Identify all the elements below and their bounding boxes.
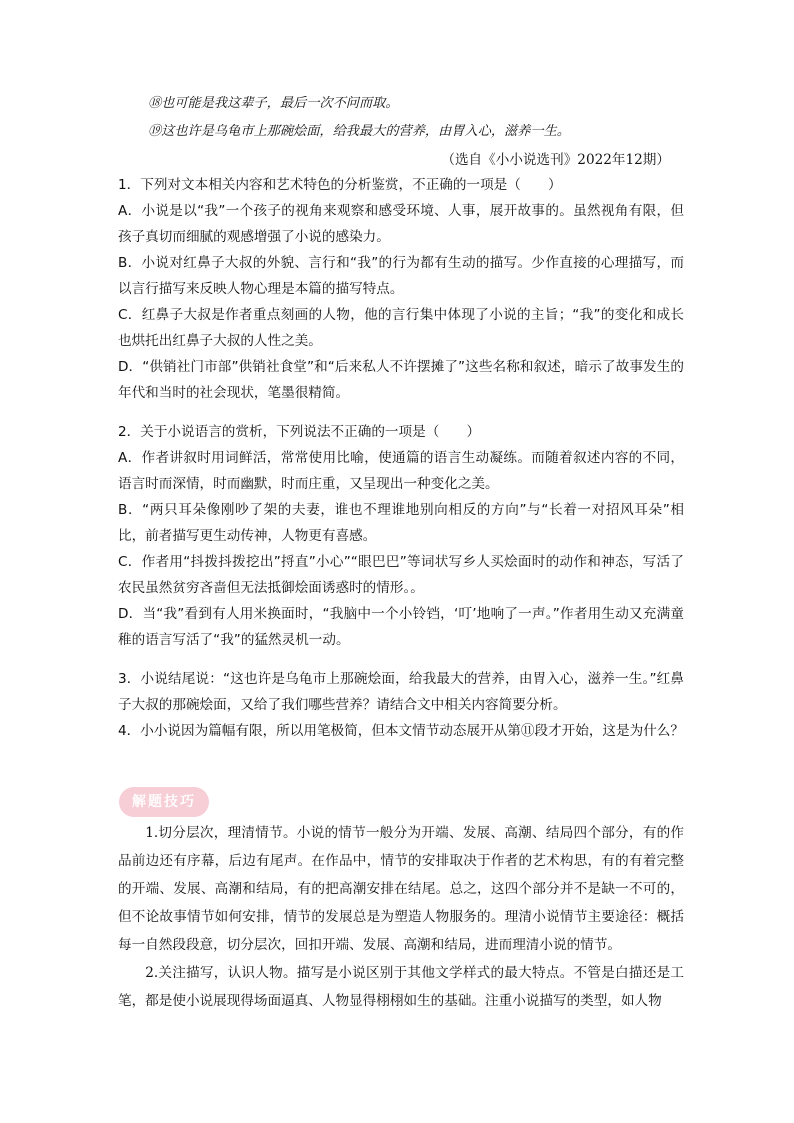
passage-paragraph-19: ⑲这也许是乌龟市上那碗烩面，给我最大的营养，由胃入心，滋养一生。 [148,124,570,139]
question-1-option-a: A．小说是以“我”一个孩子的视角来观察和感受环境、人事，展开故事的。虽然视角有限，但孩子真切而细腻的观感增强了小说的感染力。 [118,203,684,245]
question-4: 4．小小说因为篇幅有限，所以用笔极简，但本文情节动态展开从第⑪段才开始，这是为什么？ [118,723,684,739]
question-2-option-c: C．作者用“抖拨抖拨挖出”捋直”小心”“眼巴巴”等词状写乡人买烩面时的动作和神态，写活了农民虽然贫穷吝啬但无法抵御烩面诱惑时的情形。。 [118,554,684,596]
question-1-block [118,172,684,406]
question-4-block [118,718,684,744]
source-citation: （选自《小小说选刊》2022年12期） [441,152,670,168]
question-1-option-c: C．红鼻子大叔是作者重点刻画的人物，他的言行集中体现了小说的主旨；“我”的变化和成长也烘托出红鼻子大叔的人性之美。 [118,307,684,349]
question-1: 1．下列对文本相关内容和艺术特色的分析鉴赏，不正确的一项是（ ） [118,177,562,193]
question-2-option-b: B．“两只耳朵像刚吵了架的夫妻，谁也不理谁地别向相反的方向”与“长着一对招风耳朵”相比，前者描写更生动传神，人物更有喜感。 [118,502,684,544]
solving-tips-badge: 解题技巧 [119,787,209,817]
question-3-block [118,666,684,718]
question-1-option-d: D．“供销社门市部”供销社食堂”和“后来私人不许摆摊了”这些名称和叙述，暗示了故事发生的年代和当时的社会现状，笔墨很精简。 [118,359,684,401]
question-2-option-d: D．当“我”看到有人用米换面时，“我脑中一个小铃铛，‘叮’地响了一声。”作者用生动又充满童稚的语言写活了“我”的猛然灵机一动。 [118,606,684,648]
question-2-option-a: A．作者讲叙时用词鲜活，常常使用比喻，使通篇的语言生动凝练。而随着叙述内容的不同，语言时而深情，时而幽默，时而庄重，又呈现出一种变化之美。 [118,450,684,492]
question-2: 2．关于小说语言的赏析，下列说法不正确的一项是（ ） [118,424,481,440]
tip-1: 1.切分层次，理清情节。小说的情节一般分为开端、发展、高潮、结局四个部分，有的作品前边还有序幕，后边有尾声。在作品中，情节的安排取决于作者的艺术构思，有的有着完整的开端、发展、高潮和结局，有的把高潮安排在结尾。总之，这四个部分并不是缺一不可的，但不论故事情节如何安排，情节的发展总是为塑造人物服务的。理清小说情节主要途径：概括每一自然段段意，切分层次，回扣开端、发展、高潮和结局，进而理清小说的情节。 [118,825,684,953]
passage-paragraph-18: ⑱也可能是我这辈子，最后一次不问而取。 [148,96,399,111]
tip-2: 2.关注描写，认识人物。描写是小说区别于其他文学样式的最大特点。不管是白描还是工笔，都是使小说展现得场面逼真、人物显得栩栩如生的基础。注重小说描写的类型，如人物 [118,965,684,1009]
question-2-block [118,419,684,653]
solving-tips-section [118,819,684,1015]
question-1-option-b: B．小说对红鼻子大叔的外貌、言行和“我”的行为都有生动的描写。少作直接的心理描写，而以言行描写来反映人物心理是本篇的描写特点。 [118,255,684,297]
question-3: 3．小说结尾说：“这也许是乌龟市上那碗烩面，给我最大的营养，由胃入心，滋养一生。”红鼻子大叔的那碗烩面，又给了我们哪些营养？请结合文中相关内容简要分析。 [118,671,684,713]
